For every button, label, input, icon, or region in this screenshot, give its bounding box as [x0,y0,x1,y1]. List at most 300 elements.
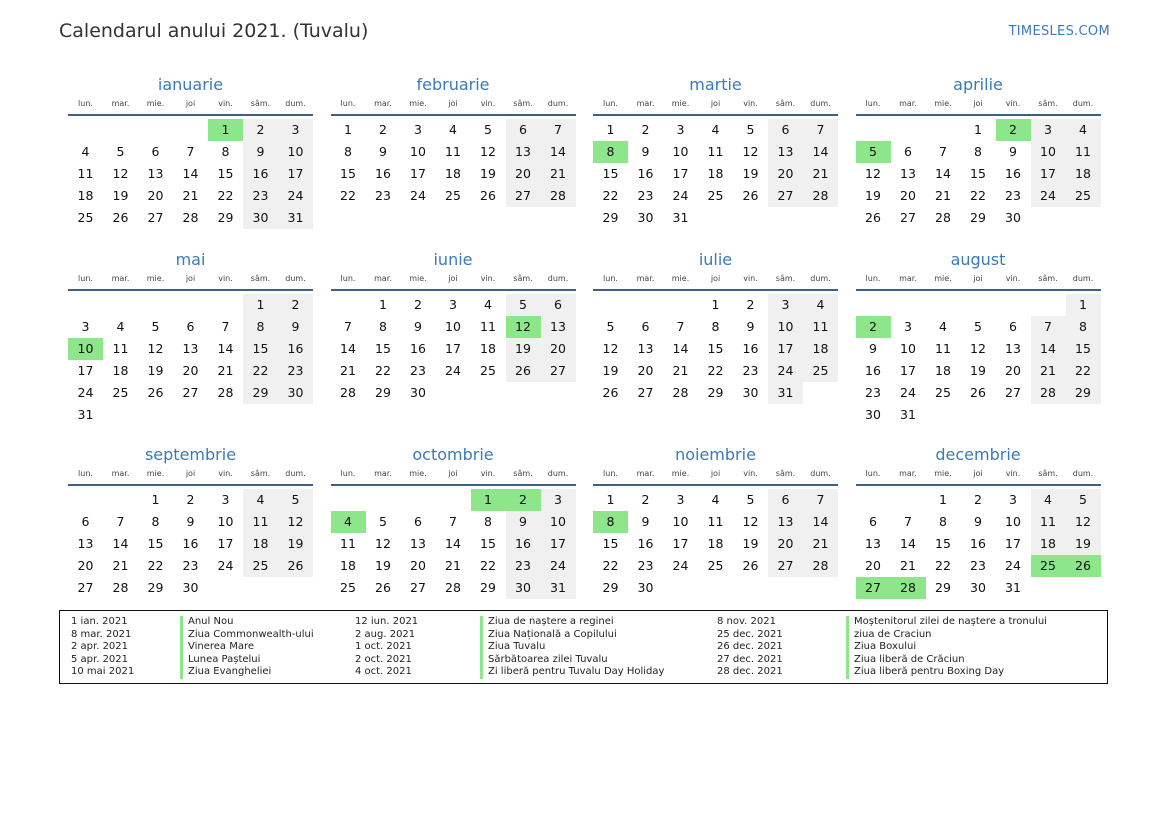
empty-cell [208,294,243,316]
day-cell: 18 [112,363,129,378]
day-cell: 14 [803,141,838,163]
day-cell: 18 [77,188,94,203]
day-grid [856,119,1101,229]
weekday-label: lun. [78,274,93,283]
weekday-label: dum. [1072,99,1094,108]
day-cell: 7 [116,514,125,529]
day-cell: 22 [1066,360,1101,382]
legend-row [355,654,735,667]
holiday-day: 5 [856,141,891,163]
day-cell: 17 [1005,536,1021,551]
weekday-label: mar. [636,469,655,478]
weekday-label: vin. [1005,274,1021,283]
day-cell: 8 [243,316,278,338]
holiday-name: Moștenitorul zilei de naștere a tronului [846,616,1047,629]
weekday-label: lun. [865,274,881,283]
day-cell: 24 [278,185,313,207]
month-mai [68,249,313,444]
month-name: octombrie [412,445,494,464]
day-cell: 18 [1031,533,1066,555]
day-cell: 29 [602,210,619,225]
empty-cell [856,119,891,141]
day-cell: 29 [935,580,951,595]
holiday-date: 12 iun. 2021 [355,616,419,627]
day-cell: 28 [112,580,129,595]
month-octombrie [331,444,576,604]
day-cell: 28 [182,210,199,225]
holiday-name: Anul Nou [180,616,233,629]
header-rule [593,114,838,116]
day-cell: 1 [1066,294,1101,316]
day-cell: 1 [606,492,615,507]
day-cell: 19 [278,533,313,555]
day-cell: 5 [746,492,755,507]
day-cell: 11 [112,341,129,356]
day-cell: 18 [243,533,278,555]
empty-cell [173,294,208,316]
day-cell: 8 [974,144,982,159]
header-rule [331,114,576,116]
day-cell: 19 [970,363,986,378]
day-cell: 22 [480,558,496,573]
day-cell: 9 [869,341,877,356]
day-cell: 21 [112,558,129,573]
day-cell: 5 [746,122,755,137]
day-cell: 4 [711,492,720,507]
day-cell: 13 [410,536,426,551]
day-cell: 28 [445,580,461,595]
day-cell: 3 [414,122,422,137]
day-cell: 3 [768,294,803,316]
day-cell: 23 [506,555,541,577]
day-cell: 13 [506,141,541,163]
day-cell: 14 [541,141,576,163]
day-cell: 27 [182,385,199,400]
weekday-label: mie. [409,469,427,478]
weekday-label: sâm. [1038,274,1058,283]
day-cell: 13 [768,511,803,533]
day-cell: 26 [865,210,881,225]
weekday-label: sâm. [250,99,271,108]
month-iunie [331,249,576,444]
weekday-label: vin. [480,99,496,108]
day-cell: 5 [1066,489,1101,511]
day-cell: 15 [707,341,724,356]
month-februarie [331,74,576,249]
weekday-label: sâm. [513,99,533,108]
holiday-name: Ziua Commonwealth-ului [180,629,314,642]
weekday-label: dum. [810,99,831,108]
legend-row [717,666,1097,679]
empty-cell [103,294,138,316]
month-name: mai [175,250,206,269]
day-cell: 25 [340,580,356,595]
weekday-label: sâm. [250,274,271,283]
day-cell: 9 [278,316,313,338]
day-cell: 6 [81,514,90,529]
weekday-label: mar. [111,274,130,283]
day-cell: 9 [379,144,387,159]
day-cell: 7 [541,119,576,141]
weekday-label: sâm. [513,274,533,283]
weekday-label: lun. [340,274,356,283]
day-cell: 8 [344,144,352,159]
empty-cell [331,294,366,316]
day-cell: 7 [449,514,457,529]
header-rule [68,484,313,486]
day-cell: 12 [865,166,881,181]
weekday-label: joi [973,274,983,283]
day-cell: 10 [1005,514,1021,529]
day-cell: 9 [414,319,422,334]
day-cell: 9 [506,511,541,533]
day-cell: 12 [112,166,129,181]
day-cell: 26 [742,558,759,573]
day-cell: 24 [445,363,461,378]
weekday-label: sâm. [775,274,796,283]
day-cell: 19 [602,363,619,378]
day-cell: 21 [445,558,461,573]
day-cell: 8 [379,319,387,334]
day-cell: 1 [606,122,615,137]
day-cell: 28 [1031,382,1066,404]
day-cell: 24 [217,558,234,573]
month-august [856,249,1101,444]
month-noiembrie [593,444,838,604]
day-cell: 28 [541,185,576,207]
weekday-label: joi [710,99,721,108]
day-cell: 9 [641,514,650,529]
day-cell: 30 [410,385,426,400]
day-cell: 7 [186,144,195,159]
site-link[interactable]: TIMESLES.COM [1008,24,1110,39]
day-cell: 14 [112,536,129,551]
day-cell: 1 [711,297,720,312]
weekday-header [68,466,313,482]
weekday-header [331,96,576,112]
day-cell: 11 [480,319,496,334]
day-cell: 3 [449,297,457,312]
legend-column [355,616,735,679]
day-cell: 30 [182,580,199,595]
day-cell: 24 [768,360,803,382]
day-cell: 5 [484,122,492,137]
day-cell: 29 [480,580,496,595]
day-cell: 26 [375,580,391,595]
header-rule [856,114,1101,116]
day-cell: 27 [77,580,94,595]
day-cell: 28 [935,210,951,225]
month-name: aprilie [953,75,1003,94]
weekday-header [856,466,1101,482]
day-cell: 5 [606,319,615,334]
day-cell: 9 [243,141,278,163]
day-cell: 26 [112,210,129,225]
holiday-date: 8 mar. 2021 [71,628,132,640]
empty-cell [891,119,926,141]
holiday-date: 2 apr. 2021 [71,641,129,653]
day-cell: 12 [970,341,986,356]
weekday-label: dum. [547,99,569,108]
day-cell: 1 [151,492,160,507]
day-cell: 1 [939,492,947,507]
day-cell: 2 [641,492,650,507]
day-cell: 24 [77,385,94,400]
day-cell: 15 [602,166,619,181]
empty-cell [996,294,1031,316]
day-grid [856,489,1101,599]
day-cell: 3 [904,319,912,334]
weekday-label: mie. [146,99,165,108]
day-cell: 24 [1031,185,1066,207]
empty-cell [593,294,628,316]
day-cell: 15 [243,338,278,360]
day-cell: 9 [641,144,650,159]
empty-cell [891,489,926,511]
day-cell: 2 [974,492,982,507]
day-cell: 24 [900,385,916,400]
day-cell: 18 [1066,163,1101,185]
empty-cell [856,489,891,511]
weekday-label: mie. [409,99,427,108]
day-cell: 14 [935,166,951,181]
weekday-label: dum. [1072,469,1094,478]
empty-cell [401,489,436,511]
weekday-label: lun. [340,99,356,108]
day-cell: 21 [541,163,576,185]
day-cell: 6 [904,144,912,159]
weekday-label: mie. [671,469,690,478]
day-cell: 8 [221,144,230,159]
day-cell: 10 [1031,141,1066,163]
day-cell: 1 [974,122,982,137]
weekday-label: lun. [603,469,618,478]
empty-cell [663,294,698,316]
day-cell: 30 [637,580,654,595]
day-cell: 18 [340,558,356,573]
month-ianuarie [68,74,313,249]
day-cell: 10 [410,144,426,159]
weekday-label: dum. [810,274,831,283]
weekday-label: vin. [218,469,233,478]
weekday-label: vin. [218,99,233,108]
holiday-name: Ziua Boxului [846,641,916,654]
day-cell: 15 [970,166,986,181]
day-cell: 15 [217,166,234,181]
day-cell: 31 [541,577,576,599]
day-cell: 12 [375,536,391,551]
legend-row [355,629,735,642]
day-cell: 7 [344,319,352,334]
day-cell: 21 [935,188,951,203]
month-name: iulie [698,250,733,269]
day-cell: 28 [803,185,838,207]
day-cell: 17 [1031,163,1066,185]
holiday-day: 2 [506,489,541,511]
day-cell: 29 [147,580,164,595]
weekday-label: joi [973,469,983,478]
day-cell: 23 [742,363,759,378]
day-cell: 23 [243,185,278,207]
day-cell: 22 [243,360,278,382]
day-cell: 7 [676,319,685,334]
day-cell: 18 [803,338,838,360]
day-cell: 13 [865,536,881,551]
day-cell: 27 [768,185,803,207]
day-cell: 6 [186,319,195,334]
weekday-label: joi [448,274,458,283]
day-cell: 14 [672,341,689,356]
day-cell: 4 [711,122,720,137]
holiday-name: Ziua Tuvalu [480,641,545,654]
weekday-label: joi [448,99,458,108]
weekday-header [593,466,838,482]
day-cell: 22 [935,558,951,573]
header-rule [331,484,576,486]
day-cell: 14 [803,511,838,533]
day-cell: 21 [182,188,199,203]
weekday-label: sâm. [513,469,533,478]
day-cell: 20 [77,558,94,573]
weekday-label: lun. [865,469,881,478]
day-cell: 5 [278,489,313,511]
day-cell: 29 [602,580,619,595]
weekday-label: mar. [111,99,130,108]
day-cell: 16 [742,341,759,356]
day-cell: 28 [217,385,234,400]
legend-row [717,641,1097,654]
day-cell: 28 [672,385,689,400]
holiday-day: 4 [331,511,366,533]
holiday-date: 5 apr. 2021 [71,653,129,665]
holiday-day: 28 [891,577,926,599]
day-cell: 10 [445,319,461,334]
legend-row [355,641,735,654]
weekday-header [331,271,576,287]
day-cell: 17 [541,533,576,555]
weekday-label: mar. [899,469,917,478]
day-cell: 11 [445,144,461,159]
day-cell: 6 [1009,319,1017,334]
day-cell: 7 [1031,316,1066,338]
day-cell: 17 [672,166,689,181]
day-grid [331,119,576,207]
day-cell: 27 [1005,385,1021,400]
day-cell: 13 [182,341,199,356]
weekday-header [856,96,1101,112]
day-cell: 2 [379,122,387,137]
day-cell: 30 [278,382,313,404]
day-cell: 16 [182,536,199,551]
empty-cell [68,294,103,316]
day-cell: 14 [217,341,234,356]
weekday-label: sâm. [1038,469,1058,478]
day-cell: 23 [182,558,199,573]
day-cell: 20 [182,363,199,378]
month-name: septembrie [144,445,237,464]
day-cell: 19 [742,536,759,551]
legend-row [717,629,1097,642]
day-cell: 14 [1031,338,1066,360]
day-cell: 16 [637,166,654,181]
day-cell: 15 [147,536,164,551]
day-grid [593,294,838,404]
day-cell: 4 [484,297,492,312]
day-cell: 2 [186,492,195,507]
day-cell: 18 [445,166,461,181]
holiday-name: Ziua de naștere a reginei [480,616,614,629]
weekday-label: lun. [78,469,93,478]
day-cell: 27 [506,185,541,207]
day-cell: 30 [865,407,881,422]
holiday-name: ziua de Craciun [846,629,932,642]
weekday-label: mie. [934,274,952,283]
day-cell: 14 [340,341,356,356]
empty-cell [961,294,996,316]
day-cell: 22 [147,558,164,573]
holiday-day: 2 [856,316,891,338]
holiday-date: 2 aug. 2021 [355,628,416,640]
day-cell: 30 [970,580,986,595]
page-title: Calendarul anului 2021. (Tuvalu) [59,20,369,42]
day-cell: 11 [1031,511,1066,533]
day-cell: 1 [344,122,352,137]
day-cell: 19 [865,188,881,203]
weekday-label: dum. [285,99,306,108]
weekday-label: sâm. [775,469,796,478]
day-cell: 31 [672,210,689,225]
day-cell: 15 [375,341,391,356]
day-cell: 23 [637,188,654,203]
weekday-label: vin. [743,99,758,108]
month-septembrie [68,444,313,604]
day-cell: 30 [506,577,541,599]
empty-cell [926,294,961,316]
day-cell: 11 [1066,141,1101,163]
weekday-label: joi [973,99,983,108]
weekday-header [856,271,1101,287]
day-cell: 28 [803,555,838,577]
day-cell: 7 [803,489,838,511]
day-cell: 8 [151,514,160,529]
day-cell: 5 [151,319,160,334]
day-cell: 3 [81,319,90,334]
year-calendar [68,74,1102,604]
weekday-label: joi [710,274,721,283]
header-rule [68,114,313,116]
day-cell: 22 [602,558,619,573]
weekday-label: vin. [743,274,758,283]
weekday-label: sâm. [250,469,271,478]
day-cell: 3 [221,492,230,507]
day-cell: 17 [217,536,234,551]
day-cell: 19 [506,338,541,360]
day-grid [68,294,313,426]
holiday-name: Ziua Națională a Copilului [480,629,617,642]
day-cell: 27 [768,555,803,577]
day-cell: 8 [939,514,947,529]
weekday-label: lun. [78,99,93,108]
legend-row [355,666,735,679]
day-cell: 4 [116,319,125,334]
weekday-label: vin. [1005,469,1021,478]
weekday-label: mar. [374,469,392,478]
holiday-legend [59,610,1108,684]
day-cell: 20 [541,338,576,360]
weekday-label: joi [185,99,196,108]
day-cell: 17 [410,166,426,181]
day-cell: 27 [637,385,654,400]
